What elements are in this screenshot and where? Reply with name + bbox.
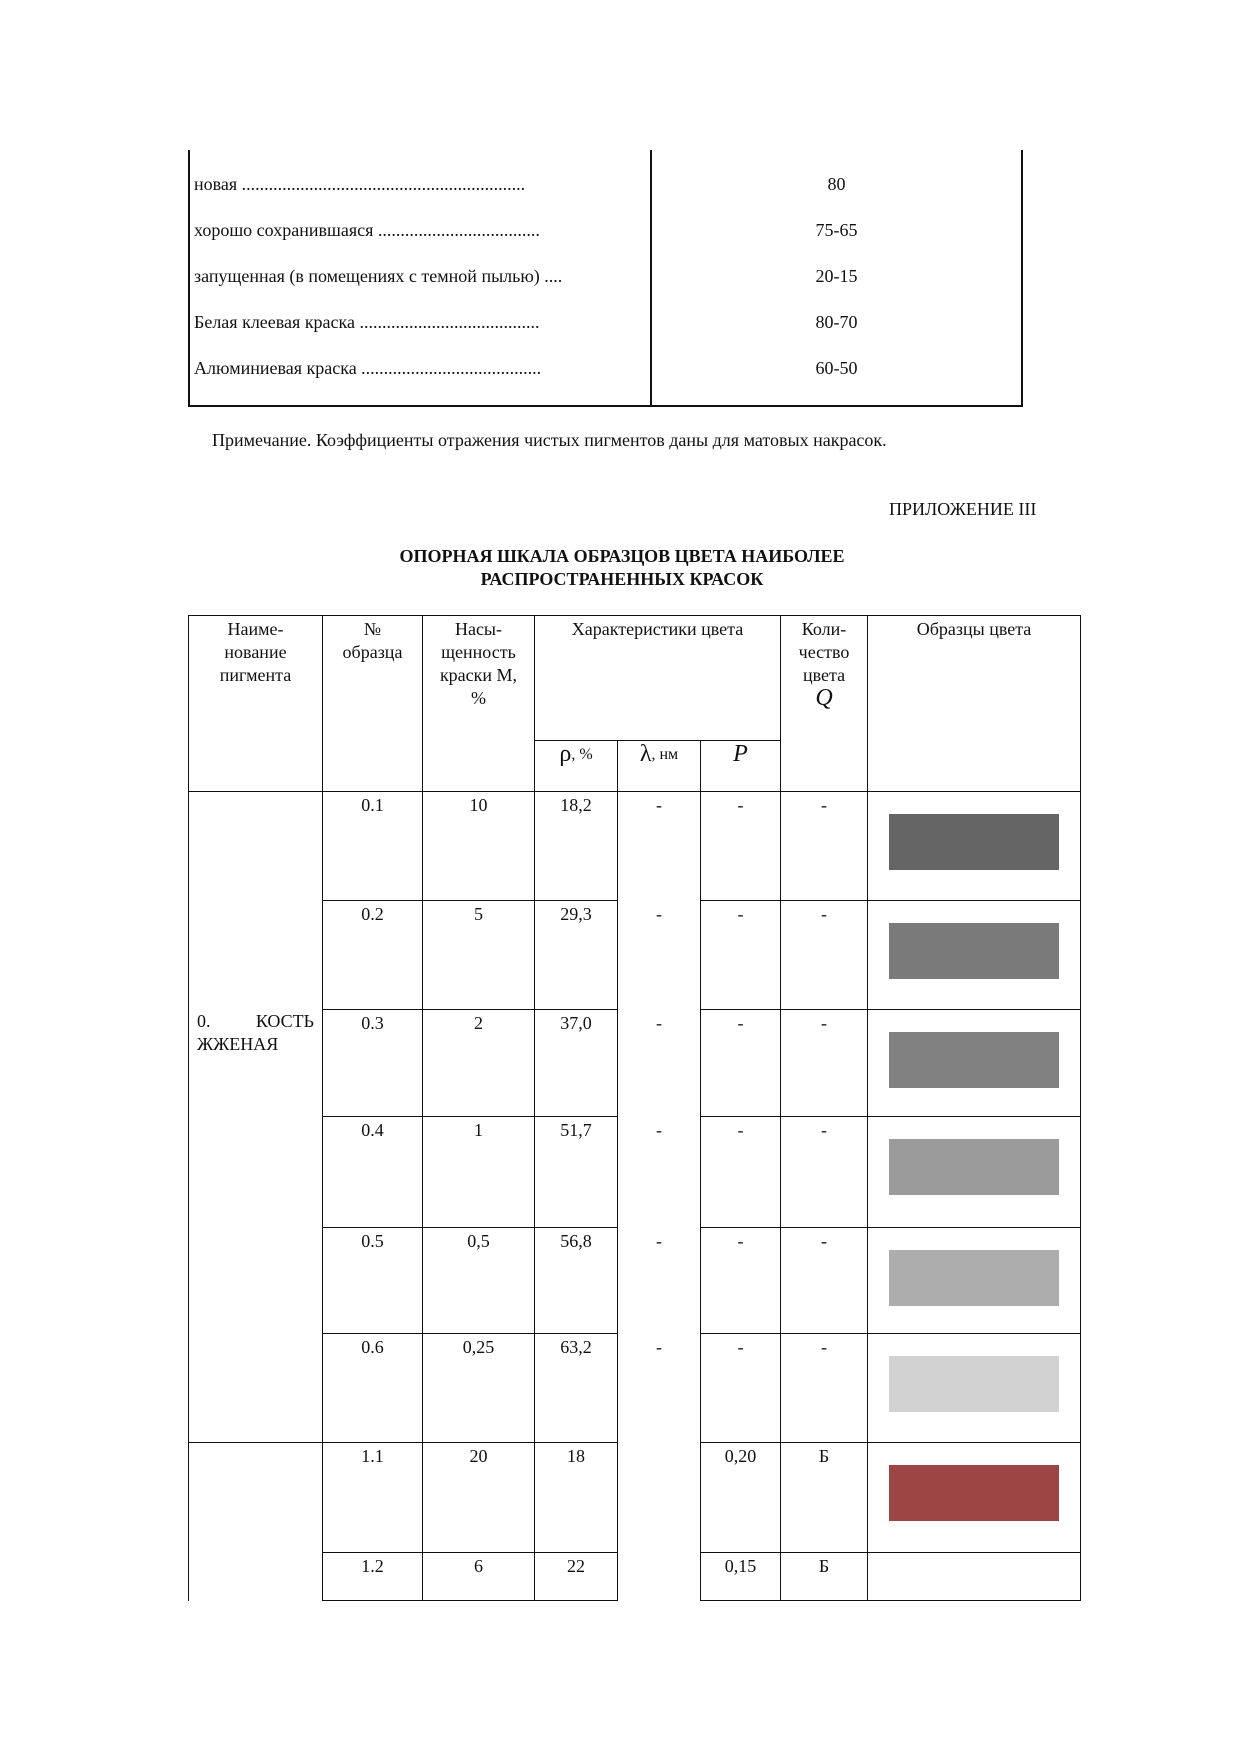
color-quantity-value: Б — [781, 1443, 868, 1553]
section-title — [288, 545, 956, 591]
title-line-2: РАСПРОСТРАНЕННЫХ КРАСОК — [480, 569, 764, 589]
purity-value: - — [701, 1117, 781, 1228]
row-value: 80 — [827, 174, 846, 194]
reflectance-row — [190, 312, 1021, 336]
saturation-value: 10 — [423, 792, 535, 901]
reflectance-row — [190, 358, 1021, 382]
saturation-value: 6 — [423, 1553, 535, 1601]
row-label: новая ............................................................... — [194, 174, 526, 194]
color-swatch — [889, 1139, 1059, 1195]
table-row — [189, 1117, 1081, 1228]
color-sample-cell — [868, 792, 1081, 901]
color-quantity-value: - — [781, 1228, 868, 1334]
color-quantity-value: Б — [781, 1553, 868, 1601]
row-value: 75-65 — [815, 220, 858, 240]
color-swatch — [889, 1356, 1059, 1412]
row-label: Алюминиевая краска ........................................ — [194, 358, 542, 378]
sample-number: 0.4 — [323, 1117, 423, 1228]
sample-number: 0.2 — [323, 901, 423, 1010]
color-quantity-value: - — [781, 792, 868, 901]
pigment-name-cell — [189, 1443, 323, 1601]
sample-number: 0.3 — [323, 1010, 423, 1117]
wavelength-value: - — [618, 1010, 701, 1117]
row-value: 20-15 — [815, 266, 858, 286]
reflectance-value: 18 — [535, 1443, 618, 1553]
header-sample-number: № образца — [323, 616, 423, 792]
sample-number: 0.1 — [323, 792, 423, 901]
saturation-value: 1 — [423, 1117, 535, 1228]
note-text: Примечание. Коэффициенты отражения чистых пигментов даны для матовых накрасок. — [212, 430, 887, 450]
reflectance-row — [190, 266, 1021, 290]
appendix-label: ПРИЛОЖЕНИЕ III — [889, 499, 1037, 519]
color-sample-cell — [868, 1117, 1081, 1228]
color-swatch — [889, 1465, 1059, 1521]
sample-number: 0.5 — [323, 1228, 423, 1334]
sample-number: 0.6 — [323, 1334, 423, 1443]
wavelength-value: - — [618, 1334, 701, 1443]
header-color-quantity: Коли- чество цвета Q — [781, 616, 868, 792]
color-quantity-value: - — [781, 901, 868, 1010]
table-row — [189, 1443, 1081, 1553]
table-row — [189, 1334, 1081, 1443]
saturation-value: 5 — [423, 901, 535, 1010]
pigment-name-cell: 0. КОСТЬ ЖЖЕНАЯ — [189, 792, 323, 1443]
wavelength-value: - — [618, 1228, 701, 1334]
table-row — [189, 1010, 1081, 1117]
color-swatch — [889, 814, 1059, 870]
saturation-value: 0,5 — [423, 1228, 535, 1334]
color-scale-table — [188, 615, 1081, 1601]
color-sample-cell — [868, 1228, 1081, 1334]
table-row — [189, 901, 1081, 1010]
purity-value: 0,15 — [701, 1553, 781, 1601]
header-p: P — [701, 741, 781, 792]
wavelength-value: - — [618, 792, 701, 901]
color-sample-cell — [868, 1553, 1081, 1601]
reflectance-row — [190, 174, 1021, 198]
color-swatch — [889, 1032, 1059, 1088]
row-value: 80-70 — [815, 312, 858, 332]
purity-value: - — [701, 1228, 781, 1334]
color-sample-cell — [868, 901, 1081, 1010]
reflectance-value: 18,2 — [535, 792, 618, 901]
color-sample-cell — [868, 1010, 1081, 1117]
reflectance-value: 51,7 — [535, 1117, 618, 1228]
header-lambda: λ, нм — [618, 741, 701, 792]
header-saturation: Насы- щенность краски М, % — [423, 616, 535, 792]
row-label: запущенная (в помещениях с темной пылью) .... — [194, 266, 563, 286]
purity-value: - — [701, 1010, 781, 1117]
row-label: Белая клеевая краска ........................................ — [194, 312, 540, 332]
row-value: 60-50 — [815, 358, 858, 378]
purity-value: - — [701, 792, 781, 901]
header-pigment-name: Наиме- нование пигмента — [189, 616, 323, 792]
reflectance-value: 22 — [535, 1553, 618, 1601]
sample-number: 1.2 — [323, 1553, 423, 1601]
wavelength-value: - — [618, 1117, 701, 1228]
table-row — [189, 792, 1081, 901]
wavelength-value — [618, 1443, 701, 1553]
table-row — [189, 1553, 1081, 1601]
reflectance-row — [190, 220, 1021, 244]
wavelength-value — [618, 1553, 701, 1601]
color-quantity-value: - — [781, 1334, 868, 1443]
color-quantity-value: - — [781, 1117, 868, 1228]
header-color-samples: Образцы цвета — [868, 616, 1081, 792]
reflectance-value: 56,8 — [535, 1228, 618, 1334]
saturation-value: 20 — [423, 1443, 535, 1553]
reflectance-value: 29,3 — [535, 901, 618, 1010]
color-quantity-value: - — [781, 1010, 868, 1117]
header-color-characteristics: Характеристики цвета — [535, 616, 781, 741]
color-sample-cell — [868, 1443, 1081, 1553]
saturation-value: 0,25 — [423, 1334, 535, 1443]
row-label: хорошо сохранившаяся .................................... — [194, 220, 540, 240]
purity-value: - — [701, 901, 781, 1010]
title-line-1: ОПОРНАЯ ШКАЛА ОБРАЗЦОВ ЦВЕТА НАИБОЛЕЕ — [399, 546, 845, 566]
color-swatch — [889, 1250, 1059, 1306]
wavelength-value: - — [618, 901, 701, 1010]
reflectance-value: 63,2 — [535, 1334, 618, 1443]
saturation-value: 2 — [423, 1010, 535, 1117]
sample-number: 1.1 — [323, 1443, 423, 1553]
reflectance-table — [188, 150, 1023, 407]
reflectance-value: 37,0 — [535, 1010, 618, 1117]
color-sample-cell — [868, 1334, 1081, 1443]
table-row — [189, 1228, 1081, 1334]
purity-value: - — [701, 1334, 781, 1443]
color-swatch — [889, 923, 1059, 979]
header-rho: ρ, % — [535, 741, 618, 792]
purity-value: 0,20 — [701, 1443, 781, 1553]
